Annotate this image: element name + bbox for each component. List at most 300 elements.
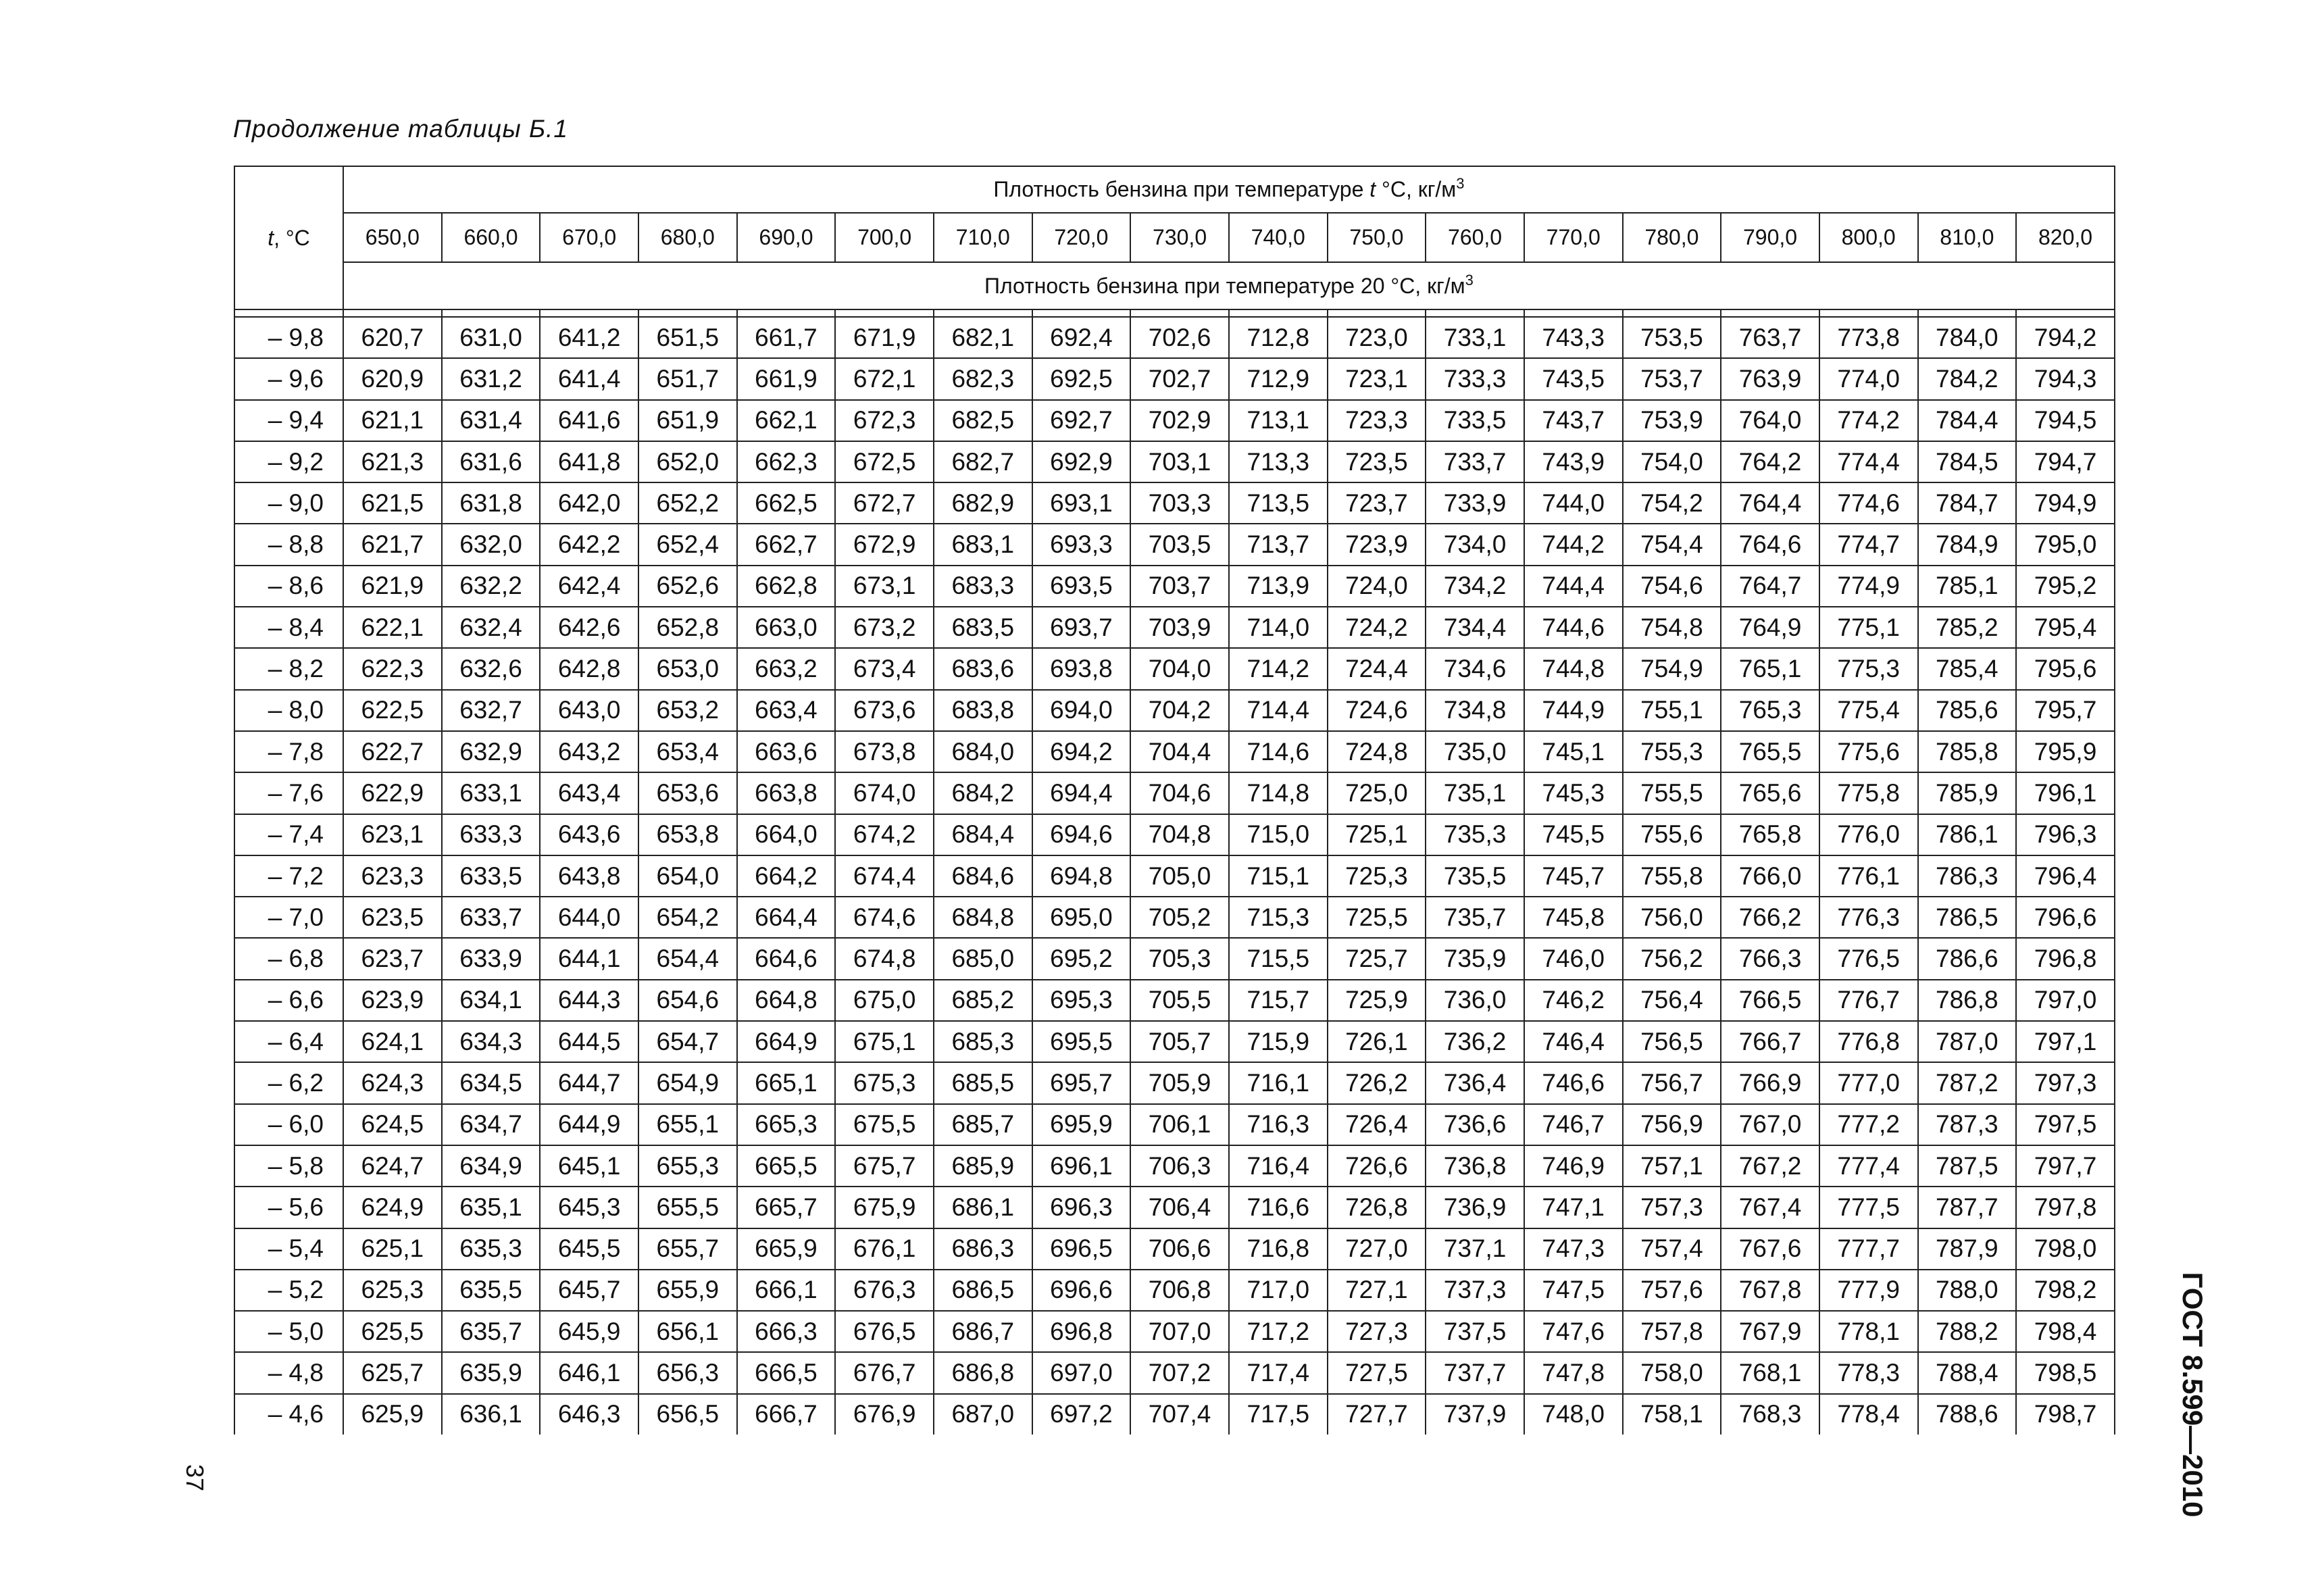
density-column-header: 650,0 bbox=[343, 213, 442, 262]
temperature-cell: – 8,2 bbox=[234, 648, 343, 689]
density-cell: 735,1 bbox=[1426, 772, 1524, 814]
temperature-cell: – 7,8 bbox=[234, 731, 343, 772]
density-cell: 785,2 bbox=[1918, 607, 2017, 648]
density-cell: 634,5 bbox=[442, 1062, 540, 1103]
density-cell: 723,1 bbox=[1328, 358, 1426, 399]
density-cell: 631,6 bbox=[442, 441, 540, 482]
density-cell: 675,3 bbox=[835, 1062, 934, 1103]
density-cell: 674,6 bbox=[835, 897, 934, 938]
density-cell: 794,2 bbox=[2016, 317, 2115, 358]
density-cell: 788,6 bbox=[1918, 1394, 2017, 1435]
density-cell: 713,3 bbox=[1229, 441, 1328, 482]
density-cell: 725,0 bbox=[1328, 772, 1426, 814]
density-cell: 654,6 bbox=[638, 980, 737, 1021]
density-cell: 666,5 bbox=[737, 1352, 836, 1393]
density-cell: 676,7 bbox=[835, 1352, 934, 1393]
density-cell: 774,9 bbox=[1819, 566, 1918, 607]
table-row bbox=[234, 1145, 2115, 1187]
density-cell: 735,0 bbox=[1426, 731, 1524, 772]
density-cell: 764,4 bbox=[1721, 482, 1819, 524]
density-cell: 635,5 bbox=[442, 1270, 540, 1311]
density-cell: 696,3 bbox=[1032, 1187, 1131, 1228]
density-cell: 777,9 bbox=[1819, 1270, 1918, 1311]
density-cell: 635,3 bbox=[442, 1228, 540, 1270]
density-cell: 733,1 bbox=[1426, 317, 1524, 358]
density-cell: 663,2 bbox=[737, 648, 836, 689]
density-cell: 655,9 bbox=[638, 1270, 737, 1311]
density-cell: 632,7 bbox=[442, 690, 540, 731]
density-cell: 777,4 bbox=[1819, 1145, 1918, 1187]
temperature-cell: – 9,6 bbox=[234, 358, 343, 399]
density-at-t-text: Плотность бензина при температуре bbox=[993, 177, 1370, 201]
density-cell: 737,1 bbox=[1426, 1228, 1524, 1270]
density-cell: 675,5 bbox=[835, 1104, 934, 1145]
density-cell: 624,9 bbox=[343, 1187, 442, 1228]
density-cell: 753,5 bbox=[1623, 317, 1721, 358]
density-cell: 797,8 bbox=[2016, 1187, 2115, 1228]
density-cell: 655,7 bbox=[638, 1228, 737, 1270]
density-cell: 713,5 bbox=[1229, 482, 1328, 524]
temperature-cell: – 8,6 bbox=[234, 566, 343, 607]
density-cell: 696,5 bbox=[1032, 1228, 1131, 1270]
density-cell: 622,7 bbox=[343, 731, 442, 772]
density-cell: 631,8 bbox=[442, 482, 540, 524]
density-cell: 702,7 bbox=[1130, 358, 1229, 399]
temperature-column-header bbox=[234, 166, 343, 309]
table-row bbox=[234, 1062, 2115, 1103]
table-row bbox=[234, 1228, 2115, 1270]
density-cell: 692,7 bbox=[1032, 400, 1131, 441]
separator-cell bbox=[1623, 309, 1721, 317]
density-cell: 672,5 bbox=[835, 441, 934, 482]
density-cell: 656,3 bbox=[638, 1352, 737, 1393]
density-cell: 683,3 bbox=[934, 566, 1032, 607]
table-row bbox=[234, 358, 2115, 399]
density-cell: 632,0 bbox=[442, 524, 540, 565]
density-cell: 766,5 bbox=[1721, 980, 1819, 1021]
density-cell: 715,0 bbox=[1229, 814, 1328, 855]
density-cell: 641,6 bbox=[540, 400, 638, 441]
separator-cell bbox=[1032, 309, 1131, 317]
separator-cell bbox=[1918, 309, 2017, 317]
density-cell: 695,5 bbox=[1032, 1021, 1131, 1062]
density-cell: 773,8 bbox=[1819, 317, 1918, 358]
density-cell: 641,4 bbox=[540, 358, 638, 399]
density-cell: 714,2 bbox=[1229, 648, 1328, 689]
density-cell: 767,9 bbox=[1721, 1311, 1819, 1352]
density-cell: 715,7 bbox=[1229, 980, 1328, 1021]
density-cell: 653,8 bbox=[638, 814, 737, 855]
density-cell: 743,9 bbox=[1524, 441, 1623, 482]
density-cell: 735,5 bbox=[1426, 855, 1524, 897]
density-cell: 768,1 bbox=[1721, 1352, 1819, 1393]
density-cell: 727,0 bbox=[1328, 1228, 1426, 1270]
table-row bbox=[234, 855, 2115, 897]
density-cell: 765,3 bbox=[1721, 690, 1819, 731]
density-cell: 663,8 bbox=[737, 772, 836, 814]
density-cell: 683,8 bbox=[934, 690, 1032, 731]
density-cell: 734,8 bbox=[1426, 690, 1524, 731]
temperature-cell: – 7,4 bbox=[234, 814, 343, 855]
density-cell: 767,8 bbox=[1721, 1270, 1819, 1311]
temperature-cell: – 4,6 bbox=[234, 1394, 343, 1435]
density-cell: 684,2 bbox=[934, 772, 1032, 814]
density-cell: 748,0 bbox=[1524, 1394, 1623, 1435]
density-cell: 754,4 bbox=[1623, 524, 1721, 565]
density-cell: 697,2 bbox=[1032, 1394, 1131, 1435]
density-cell: 725,3 bbox=[1328, 855, 1426, 897]
density-at-t-variable: t bbox=[1369, 177, 1376, 201]
temperature-cell: – 9,0 bbox=[234, 482, 343, 524]
temperature-cell: – 9,8 bbox=[234, 317, 343, 358]
density-cell: 755,3 bbox=[1623, 731, 1721, 772]
density-cell: 725,9 bbox=[1328, 980, 1426, 1021]
separator-cell bbox=[540, 309, 638, 317]
density-cell: 786,1 bbox=[1918, 814, 2017, 855]
density-cell: 764,7 bbox=[1721, 566, 1819, 607]
density-cell: 723,7 bbox=[1328, 482, 1426, 524]
density-cell: 767,4 bbox=[1721, 1187, 1819, 1228]
density-cell: 763,9 bbox=[1721, 358, 1819, 399]
density-cell: 767,2 bbox=[1721, 1145, 1819, 1187]
density-cell: 747,1 bbox=[1524, 1187, 1623, 1228]
density-cell: 764,6 bbox=[1721, 524, 1819, 565]
density-cell: 624,7 bbox=[343, 1145, 442, 1187]
density-cell: 673,6 bbox=[835, 690, 934, 731]
table-row bbox=[234, 1104, 2115, 1145]
table-row bbox=[234, 1187, 2115, 1228]
density-cell: 676,3 bbox=[835, 1270, 934, 1311]
temperature-cell: – 5,0 bbox=[234, 1311, 343, 1352]
unit-exponent: 3 bbox=[1456, 175, 1465, 192]
density-cell: 757,3 bbox=[1623, 1187, 1721, 1228]
density-cell: 662,5 bbox=[737, 482, 836, 524]
table-row bbox=[234, 980, 2115, 1021]
density-cell: 774,6 bbox=[1819, 482, 1918, 524]
density-cell: 778,4 bbox=[1819, 1394, 1918, 1435]
density-cell: 714,4 bbox=[1229, 690, 1328, 731]
density-cell: 625,7 bbox=[343, 1352, 442, 1393]
density-cell: 661,9 bbox=[737, 358, 836, 399]
density-cell: 704,4 bbox=[1130, 731, 1229, 772]
density-cell: 683,5 bbox=[934, 607, 1032, 648]
density-cell: 776,3 bbox=[1819, 897, 1918, 938]
density-cell: 745,8 bbox=[1524, 897, 1623, 938]
density-cell: 733,3 bbox=[1426, 358, 1524, 399]
density-cell: 624,5 bbox=[343, 1104, 442, 1145]
density-cell: 621,3 bbox=[343, 441, 442, 482]
density-cell: 787,0 bbox=[1918, 1021, 2017, 1062]
density-column-header: 670,0 bbox=[540, 213, 638, 262]
density-cell: 635,7 bbox=[442, 1311, 540, 1352]
density-cell: 795,6 bbox=[2016, 648, 2115, 689]
table-row bbox=[234, 1311, 2115, 1352]
density-cell: 623,5 bbox=[343, 897, 442, 938]
density-cell: 620,9 bbox=[343, 358, 442, 399]
density-cell: 726,8 bbox=[1328, 1187, 1426, 1228]
density-cell: 796,6 bbox=[2016, 897, 2115, 938]
density-cell: 632,2 bbox=[442, 566, 540, 607]
density-cell: 754,2 bbox=[1623, 482, 1721, 524]
density-cell: 796,4 bbox=[2016, 855, 2115, 897]
density-cell: 778,1 bbox=[1819, 1311, 1918, 1352]
density-cell: 757,8 bbox=[1623, 1311, 1721, 1352]
separator-cell bbox=[1130, 309, 1229, 317]
density-cell: 672,3 bbox=[835, 400, 934, 441]
density-cell: 736,4 bbox=[1426, 1062, 1524, 1103]
density-cell: 696,8 bbox=[1032, 1311, 1131, 1352]
density-cell: 724,4 bbox=[1328, 648, 1426, 689]
density-cell: 777,7 bbox=[1819, 1228, 1918, 1270]
density-cell: 786,6 bbox=[1918, 938, 2017, 979]
density-cell: 795,4 bbox=[2016, 607, 2115, 648]
density-cell: 744,8 bbox=[1524, 648, 1623, 689]
density-cell: 794,3 bbox=[2016, 358, 2115, 399]
density-column-header: 790,0 bbox=[1721, 213, 1819, 262]
density-cell: 707,4 bbox=[1130, 1394, 1229, 1435]
density-cell: 797,0 bbox=[2016, 980, 2115, 1021]
density-cell: 694,8 bbox=[1032, 855, 1131, 897]
density-cell: 776,5 bbox=[1819, 938, 1918, 979]
density-cell: 692,9 bbox=[1032, 441, 1131, 482]
table-row bbox=[234, 482, 2115, 524]
separator-cell bbox=[1328, 309, 1426, 317]
density-cell: 645,9 bbox=[540, 1311, 638, 1352]
density-cell: 795,7 bbox=[2016, 690, 2115, 731]
density-cell: 733,5 bbox=[1426, 400, 1524, 441]
density-cell: 702,6 bbox=[1130, 317, 1229, 358]
density-cell: 634,3 bbox=[442, 1021, 540, 1062]
density-cell: 735,3 bbox=[1426, 814, 1524, 855]
density-cell: 651,5 bbox=[638, 317, 737, 358]
table-row bbox=[234, 731, 2115, 772]
density-cell: 675,7 bbox=[835, 1145, 934, 1187]
density-cell: 676,5 bbox=[835, 1311, 934, 1352]
density-cell: 798,5 bbox=[2016, 1352, 2115, 1393]
temperature-cell: – 7,2 bbox=[234, 855, 343, 897]
density-column-header: 730,0 bbox=[1130, 213, 1229, 262]
temperature-cell: – 6,0 bbox=[234, 1104, 343, 1145]
density-cell: 674,0 bbox=[835, 772, 934, 814]
density-cell: 706,6 bbox=[1130, 1228, 1229, 1270]
density-cell: 744,4 bbox=[1524, 566, 1623, 607]
density-cell: 717,4 bbox=[1229, 1352, 1328, 1393]
density-cell: 767,6 bbox=[1721, 1228, 1819, 1270]
density-cell: 777,2 bbox=[1819, 1104, 1918, 1145]
table-row bbox=[234, 524, 2115, 565]
density-cell: 747,6 bbox=[1524, 1311, 1623, 1352]
density-cell: 683,6 bbox=[934, 648, 1032, 689]
density-cell: 634,1 bbox=[442, 980, 540, 1021]
table-row bbox=[234, 317, 2115, 358]
density-cell: 621,1 bbox=[343, 400, 442, 441]
density-cell: 634,9 bbox=[442, 1145, 540, 1187]
density-cell: 797,7 bbox=[2016, 1145, 2115, 1187]
density-cell: 774,4 bbox=[1819, 441, 1918, 482]
density-cell: 643,0 bbox=[540, 690, 638, 731]
density-column-header: 820,0 bbox=[2016, 213, 2115, 262]
density-cell: 785,1 bbox=[1918, 566, 2017, 607]
density-cell: 682,1 bbox=[934, 317, 1032, 358]
density-cell: 656,1 bbox=[638, 1311, 737, 1352]
density-cell: 704,8 bbox=[1130, 814, 1229, 855]
density-cell: 645,3 bbox=[540, 1187, 638, 1228]
density-cell: 704,0 bbox=[1130, 648, 1229, 689]
density-cell: 623,9 bbox=[343, 980, 442, 1021]
density-cell: 775,3 bbox=[1819, 648, 1918, 689]
density-cell: 685,0 bbox=[934, 938, 1032, 979]
table-row bbox=[234, 400, 2115, 441]
table-row bbox=[234, 566, 2115, 607]
density-cell: 715,9 bbox=[1229, 1021, 1328, 1062]
density-cell: 715,5 bbox=[1229, 938, 1328, 979]
density-cell: 747,3 bbox=[1524, 1228, 1623, 1270]
density-cell: 643,8 bbox=[540, 855, 638, 897]
density-cell: 744,0 bbox=[1524, 482, 1623, 524]
density-cell: 642,0 bbox=[540, 482, 638, 524]
density-cell: 787,2 bbox=[1918, 1062, 2017, 1103]
density-cell: 674,4 bbox=[835, 855, 934, 897]
density-columns-row bbox=[234, 213, 2115, 262]
density-cell: 736,6 bbox=[1426, 1104, 1524, 1145]
density-column-header: 700,0 bbox=[835, 213, 934, 262]
density-cell: 745,7 bbox=[1524, 855, 1623, 897]
density-cell: 777,0 bbox=[1819, 1062, 1918, 1103]
density-cell: 666,1 bbox=[737, 1270, 836, 1311]
density-cell: 645,7 bbox=[540, 1270, 638, 1311]
density-cell: 706,1 bbox=[1130, 1104, 1229, 1145]
density-cell: 652,0 bbox=[638, 441, 737, 482]
density-cell: 758,1 bbox=[1623, 1394, 1721, 1435]
density-cell: 725,7 bbox=[1328, 938, 1426, 979]
density-cell: 665,5 bbox=[737, 1145, 836, 1187]
density-cell: 695,2 bbox=[1032, 938, 1131, 979]
separator-cell bbox=[2016, 309, 2115, 317]
density-cell: 775,1 bbox=[1819, 607, 1918, 648]
density-at-20-text: Плотность бензина при температуре 20 °С, кг/м bbox=[984, 273, 1465, 298]
density-cell: 675,9 bbox=[835, 1187, 934, 1228]
density-cell: 634,7 bbox=[442, 1104, 540, 1145]
density-cell: 635,9 bbox=[442, 1352, 540, 1393]
table-row bbox=[234, 1270, 2115, 1311]
density-cell: 632,6 bbox=[442, 648, 540, 689]
density-cell: 794,7 bbox=[2016, 441, 2115, 482]
density-cell: 652,6 bbox=[638, 566, 737, 607]
density-cell: 785,9 bbox=[1918, 772, 2017, 814]
density-cell: 662,7 bbox=[737, 524, 836, 565]
density-cell: 735,7 bbox=[1426, 897, 1524, 938]
density-cell: 661,7 bbox=[737, 317, 836, 358]
density-cell: 673,2 bbox=[835, 607, 934, 648]
density-cell: 766,0 bbox=[1721, 855, 1819, 897]
separator-cell bbox=[1524, 309, 1623, 317]
temperature-cell: – 7,0 bbox=[234, 897, 343, 938]
density-cell: 622,1 bbox=[343, 607, 442, 648]
density-cell: 714,0 bbox=[1229, 607, 1328, 648]
temperature-unit: , °С bbox=[274, 225, 310, 250]
density-cell: 664,0 bbox=[737, 814, 836, 855]
density-cell: 673,8 bbox=[835, 731, 934, 772]
density-cell: 774,0 bbox=[1819, 358, 1918, 399]
density-cell: 727,3 bbox=[1328, 1311, 1426, 1352]
density-column-header: 780,0 bbox=[1623, 213, 1721, 262]
density-cell: 765,8 bbox=[1721, 814, 1819, 855]
temperature-cell: – 5,8 bbox=[234, 1145, 343, 1187]
density-cell: 674,8 bbox=[835, 938, 934, 979]
density-cell: 727,1 bbox=[1328, 1270, 1426, 1311]
density-cell: 633,1 bbox=[442, 772, 540, 814]
density-cell: 797,1 bbox=[2016, 1021, 2115, 1062]
density-cell: 663,0 bbox=[737, 607, 836, 648]
density-cell: 622,3 bbox=[343, 648, 442, 689]
density-cell: 696,1 bbox=[1032, 1145, 1131, 1187]
density-cell: 624,1 bbox=[343, 1021, 442, 1062]
density-cell: 785,6 bbox=[1918, 690, 2017, 731]
density-cell: 672,7 bbox=[835, 482, 934, 524]
density-cell: 754,9 bbox=[1623, 648, 1721, 689]
density-cell: 703,1 bbox=[1130, 441, 1229, 482]
density-cell: 717,5 bbox=[1229, 1394, 1328, 1435]
density-table-body bbox=[234, 317, 2115, 1435]
density-cell: 676,9 bbox=[835, 1394, 934, 1435]
density-cell: 641,2 bbox=[540, 317, 638, 358]
density-cell: 764,9 bbox=[1721, 607, 1819, 648]
density-cell: 775,8 bbox=[1819, 772, 1918, 814]
density-cell: 736,9 bbox=[1426, 1187, 1524, 1228]
density-cell: 777,5 bbox=[1819, 1187, 1918, 1228]
density-cell: 705,7 bbox=[1130, 1021, 1229, 1062]
density-cell: 776,0 bbox=[1819, 814, 1918, 855]
separator-cell bbox=[737, 309, 836, 317]
density-cell: 631,4 bbox=[442, 400, 540, 441]
density-cell: 654,9 bbox=[638, 1062, 737, 1103]
density-cell: 642,2 bbox=[540, 524, 638, 565]
density-cell: 682,9 bbox=[934, 482, 1032, 524]
density-cell: 765,6 bbox=[1721, 772, 1819, 814]
temperature-cell: – 5,4 bbox=[234, 1228, 343, 1270]
density-cell: 684,4 bbox=[934, 814, 1032, 855]
unit-exponent: 3 bbox=[1465, 271, 1474, 289]
density-cell: 746,2 bbox=[1524, 980, 1623, 1021]
table-row bbox=[234, 814, 2115, 855]
density-cell: 695,7 bbox=[1032, 1062, 1131, 1103]
density-cell: 705,3 bbox=[1130, 938, 1229, 979]
density-cell: 633,5 bbox=[442, 855, 540, 897]
density-cell: 682,3 bbox=[934, 358, 1032, 399]
density-column-header: 720,0 bbox=[1032, 213, 1131, 262]
density-cell: 755,6 bbox=[1623, 814, 1721, 855]
density-cell: 775,4 bbox=[1819, 690, 1918, 731]
density-cell: 737,3 bbox=[1426, 1270, 1524, 1311]
density-column-header: 740,0 bbox=[1229, 213, 1328, 262]
density-cell: 757,4 bbox=[1623, 1228, 1721, 1270]
density-cell: 723,0 bbox=[1328, 317, 1426, 358]
density-cell: 715,1 bbox=[1229, 855, 1328, 897]
density-at-t-unit: °С, кг/м bbox=[1376, 177, 1457, 201]
density-cell: 646,1 bbox=[540, 1352, 638, 1393]
density-cell: 796,3 bbox=[2016, 814, 2115, 855]
density-cell: 654,0 bbox=[638, 855, 737, 897]
density-cell: 620,7 bbox=[343, 317, 442, 358]
density-cell: 644,0 bbox=[540, 897, 638, 938]
density-cell: 784,9 bbox=[1918, 524, 2017, 565]
density-cell: 756,0 bbox=[1623, 897, 1721, 938]
density-cell: 695,0 bbox=[1032, 897, 1131, 938]
density-cell: 664,2 bbox=[737, 855, 836, 897]
density-cell: 746,0 bbox=[1524, 938, 1623, 979]
density-cell: 685,5 bbox=[934, 1062, 1032, 1103]
density-cell: 754,6 bbox=[1623, 566, 1721, 607]
